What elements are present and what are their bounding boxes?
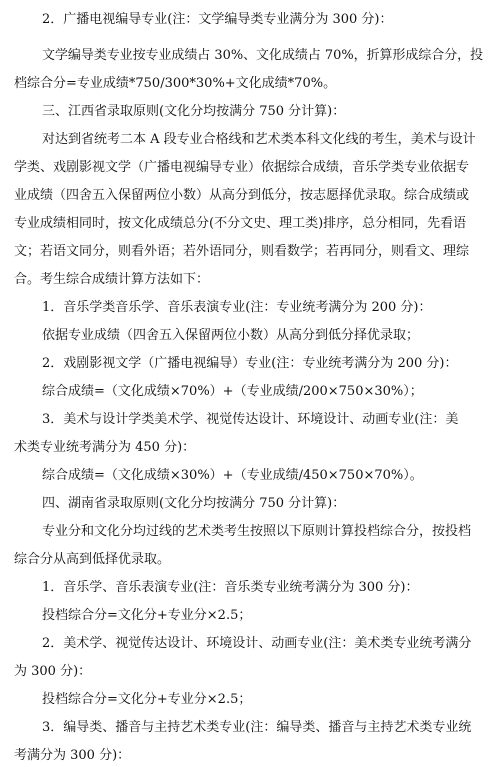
text-line: 术类专业统考满分为 450 分)： [14, 440, 196, 455]
text-line: 三、江西省录取原则(文化分均按满分 750 分计算)： [42, 104, 346, 119]
text-line: 综合分从高到低择优录取。 [14, 552, 171, 567]
text-line: 业成绩（四舍五入保留两位小数）从高分到低分，按志愿择优录取。综合成绩或 [14, 188, 470, 203]
text-line: 专业分和文化分均过线的艺术类考生按照以下原则计算投档综合分，按投档 [42, 524, 472, 539]
text-line: 2．美术学、视觉传达设计、环境设计、动画专业(注：美术类专业统考满分 [42, 636, 472, 651]
text-line: 文；若语文同分，则看外语；若外语同分，则看数学；若再同分，则看文、理综 [14, 244, 470, 259]
text-line: 2．广播电视编导专业(注：文学编导类专业满分为 300 分)： [42, 12, 393, 27]
text-line: 合。考生综合成绩计算方法如下： [14, 272, 210, 287]
text-line: 1．音乐学、音乐表演专业(注：音乐类专业统考满分为 300 分)： [42, 580, 419, 595]
text-line: 投档综合分=文化分+专业分×2.5； [42, 608, 252, 623]
text-line: 1．音乐学类音乐学、音乐表演专业(注：专业统考满分为 200 分)： [42, 300, 432, 315]
text-line: 对达到省统考二本 A 段专业合格线和艺术类本科文化线的考生，美术与设计 [42, 132, 476, 147]
text-line: 3．编导类、播音与主持艺术类专业(注：编导类、播音与主持艺术类专业统 [42, 720, 472, 735]
text-line: 3．美术与设计学类美术学、视觉传达设计、环境设计、动画专业(注：美 [42, 412, 459, 427]
text-line: 2．戏剧影视文学（广播电视编导）专业(注：专业统考满分为 200 分)： [42, 356, 458, 371]
text-line: 综合成绩=（文化成绩×30%）+（专业成绩/450×750×70%）。 [42, 468, 423, 483]
text-line: 学类、戏剧影视文学（广播电视编导专业）依据综合成绩，音乐学类专业依据专 [14, 160, 470, 175]
text-line: 为 300 分)： [14, 664, 92, 679]
text-line: 投档综合分=文化分+专业分×2.5； [42, 692, 252, 707]
text-line: 档综合分=专业成绩*750/300*30%+文化成绩*70%。 [14, 76, 337, 91]
text-line: 考满分为 300 分)： [14, 748, 131, 763]
text-line: 综合成绩=（文化成绩×70%）+（专业成绩/200×750×30%）； [42, 384, 423, 399]
text-line: 依据专业成绩（四舍五入保留两位小数）从高分到低分择优录取； [42, 328, 420, 343]
text-line: 专业成绩相同时，按文化成绩总分(不分文史、理工类)排序，总分相同，先看语 [14, 216, 467, 231]
text-line: 四、湖南省录取原则(文化分均按满分 750 分计算)： [42, 496, 346, 511]
text-line: 文学编导类专业按专业成绩占 30%、文化成绩占 70%，折算形成综合分，投 [42, 48, 484, 63]
